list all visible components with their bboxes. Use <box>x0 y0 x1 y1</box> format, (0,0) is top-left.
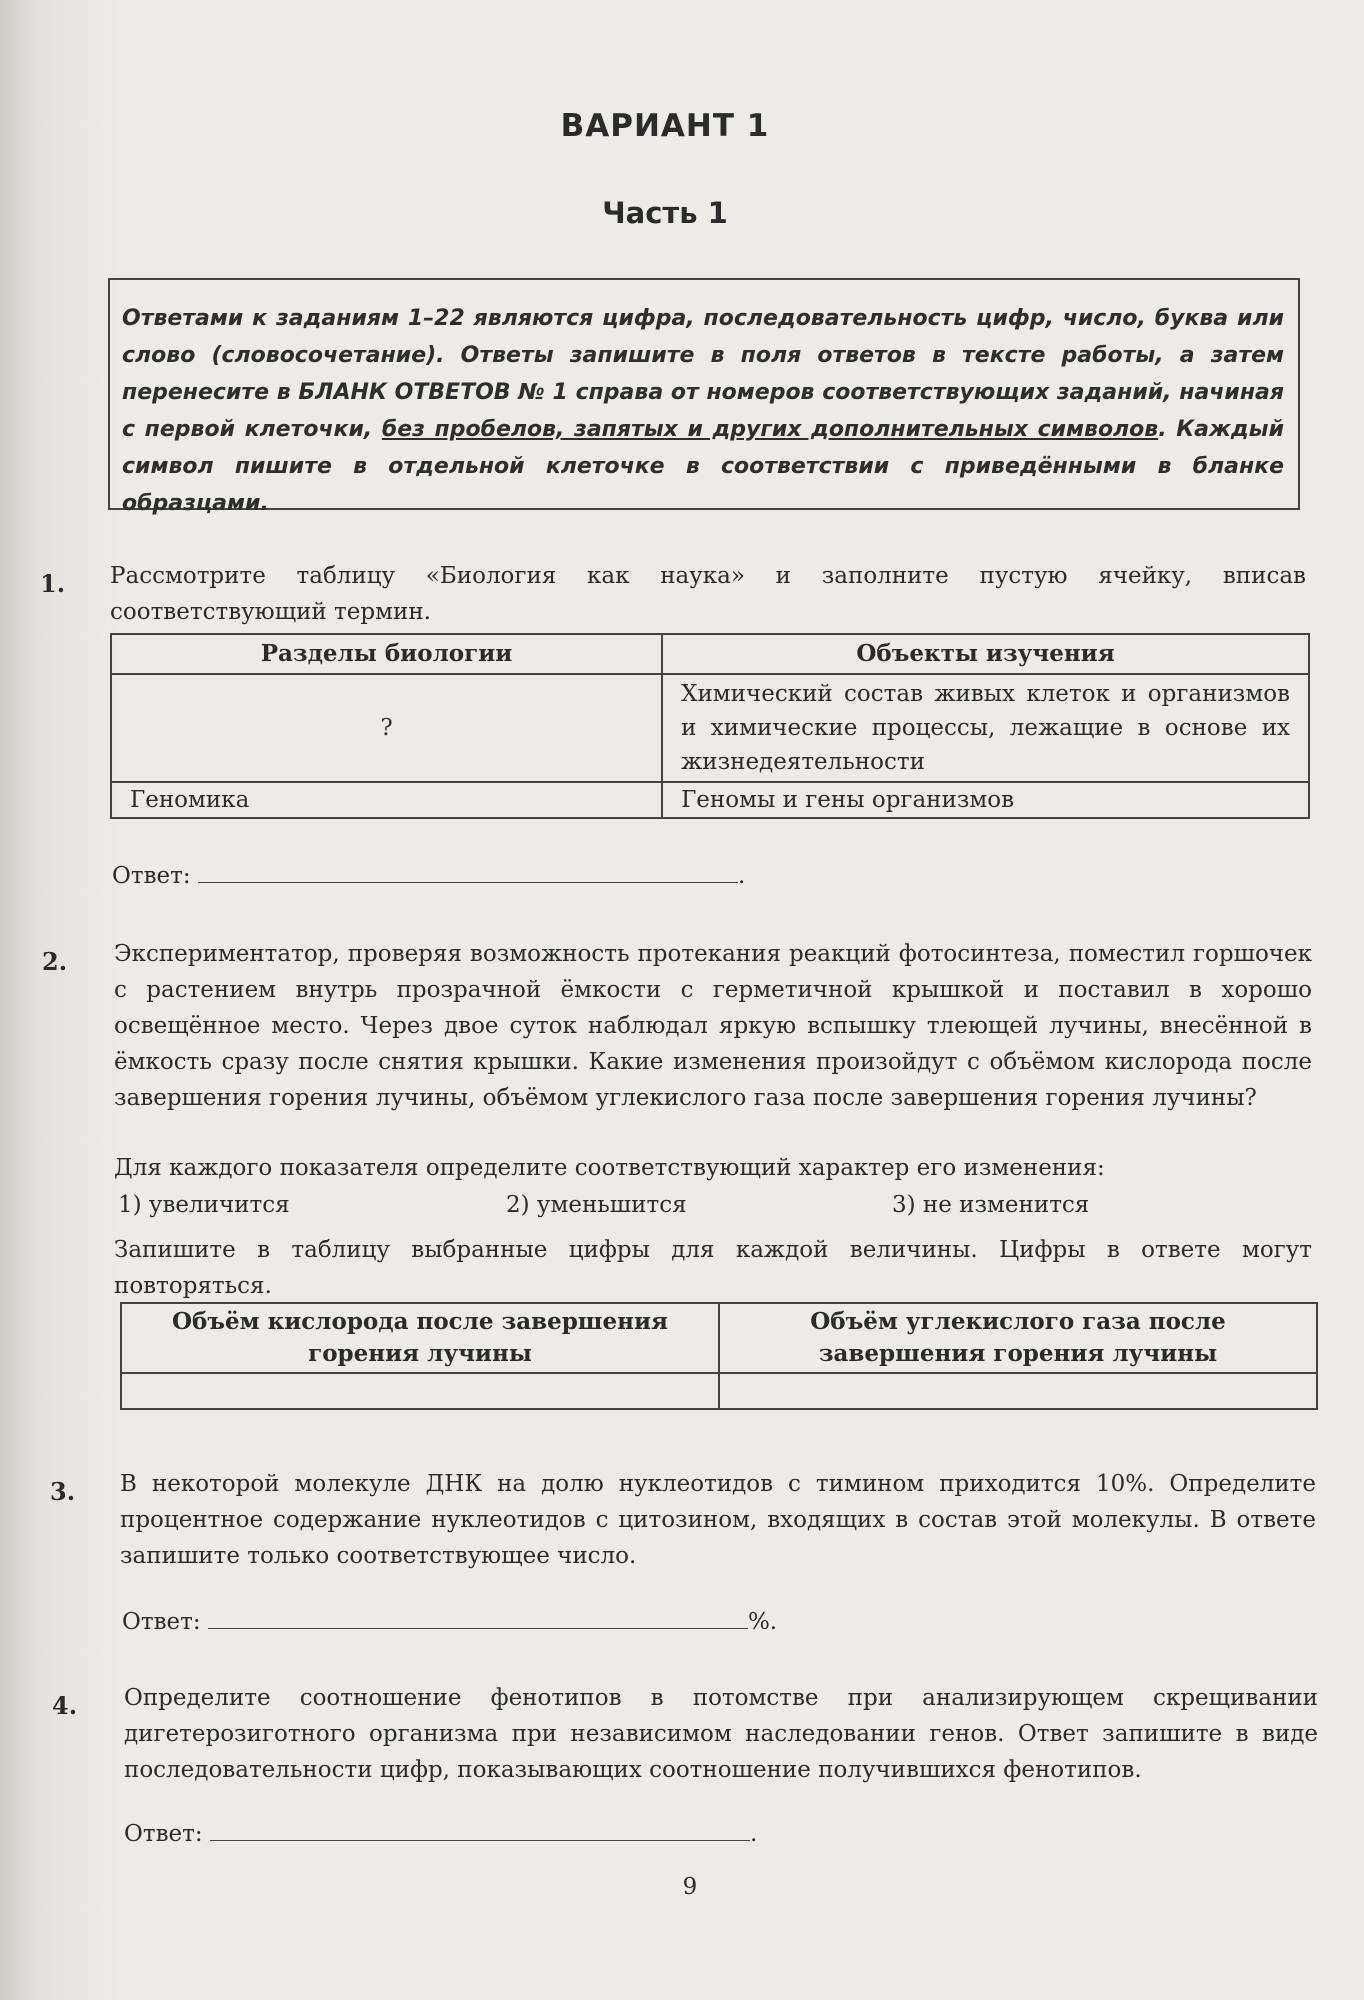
question-number: 3. <box>50 1477 76 1506</box>
table-cell: Геномы и гены организмов <box>662 782 1309 818</box>
variant-title: ВАРИАНТ 1 <box>560 108 770 144</box>
question-number: 1. <box>40 569 66 598</box>
question-text: В некоторой молекуле ДНК на долю нуклеотидов с тимином приходится 10%. Определите процентное содержание нуклеотидов с цитозином, входящих в состав этой молекулы. В ответе запишите только соответствующее число. <box>120 1471 1316 1569</box>
question-number: 4. <box>52 1691 78 1720</box>
table-header: Объём углекислого газа после завершения горения лучины <box>719 1303 1317 1373</box>
table-instruction: Запишите в таблицу выбранные цифры для каждой величины. Цифры в ответе могут повторяться. <box>114 1237 1312 1299</box>
part-title: Часть 1 <box>602 196 728 230</box>
option-3: 3) не изменится <box>892 1192 1090 1218</box>
question-text: Экспериментатор, проверяя возможность протекания реакций фотосинтеза, поместил горшочек с растением внутрь прозрачной ёмкости с герметичной крышкой и поставил в хорошо освещённое место. Через двое суток наблюдал яркую вспышку тлеющей лучины, внесённой в ёмкость сразу после снятия крышки. Какие изменения произойдут с объёмом кислорода после завершения горения лучины, объёмом углекислого газа после завершения горения лучины? <box>114 941 1312 1111</box>
table-cell: Химический состав живых клеток и организмов и химические процессы, лежащие в основе их жизнедеятельности <box>662 674 1309 782</box>
gas-volume-table <box>120 1302 1318 1410</box>
question-text: Рассмотрите таблицу «Биология как наука» и заполните пустую ячейку, вписав соответствующий термин. <box>110 563 1306 625</box>
page-number: 9 <box>682 1874 698 1900</box>
answer-3 <box>122 1606 777 1635</box>
instructions-box <box>108 278 1300 516</box>
answer-suffix: . <box>749 1821 758 1847</box>
answer-label: Ответ: <box>124 1821 203 1847</box>
answer-4 <box>124 1818 757 1847</box>
option-2: 2) уменьшится <box>506 1192 687 1218</box>
empty-cell[interactable]: ? <box>111 674 662 782</box>
answer-input[interactable] <box>208 1606 748 1629</box>
answer-suffix: %. <box>747 1609 778 1635</box>
question-number: 2. <box>42 947 68 976</box>
answer-cell-oxygen[interactable] <box>121 1373 719 1409</box>
instructions-text: Ответами к заданиям 1–22 являются цифра, последовательность цифр, число, буква или слово (словосочетание). Ответы запишите в поля ответов в тексте работы, а затем перенесите в БЛАНК ОТВЕТОВ № 1 справа от номеров соответствующих заданий, начиная с первой клеточки, <box>122 306 1284 442</box>
answer-input[interactable] <box>198 860 738 883</box>
instructions-text-end: . Каждый символ пишите в отдельной клеточке в соответствии с приведёнными в бланке образцами. <box>122 417 1284 516</box>
answer-cell-co2[interactable] <box>719 1373 1317 1409</box>
table-header: Объём кислорода после завершения горения лучины <box>121 1303 719 1373</box>
answer-label: Ответ: <box>122 1609 201 1635</box>
table-header: Объекты изучения <box>662 634 1309 674</box>
answer-1 <box>112 860 745 889</box>
answer-suffix: . <box>737 863 746 889</box>
question-instruction: Для каждого показателя определите соответствующий характер его изменения: <box>114 1155 1105 1181</box>
table-header: Разделы биологии <box>111 634 662 674</box>
option-1: 1) увеличится <box>118 1192 290 1218</box>
instructions-underlined: без пробелов, запятых и других дополнительных символов <box>381 417 1159 442</box>
question-text: Определите соотношение фенотипов в потомстве при анализирующем скрещивании дигетерозиготного организма при независимом наследовании генов. Ответ запишите в виде последовательности цифр, показывающих соотношение получившихся фенотипов. <box>124 1685 1318 1783</box>
answer-label: Ответ: <box>112 863 191 889</box>
table-cell: Геномика <box>111 782 662 818</box>
biology-table <box>110 633 1310 819</box>
answer-input[interactable] <box>210 1818 750 1841</box>
